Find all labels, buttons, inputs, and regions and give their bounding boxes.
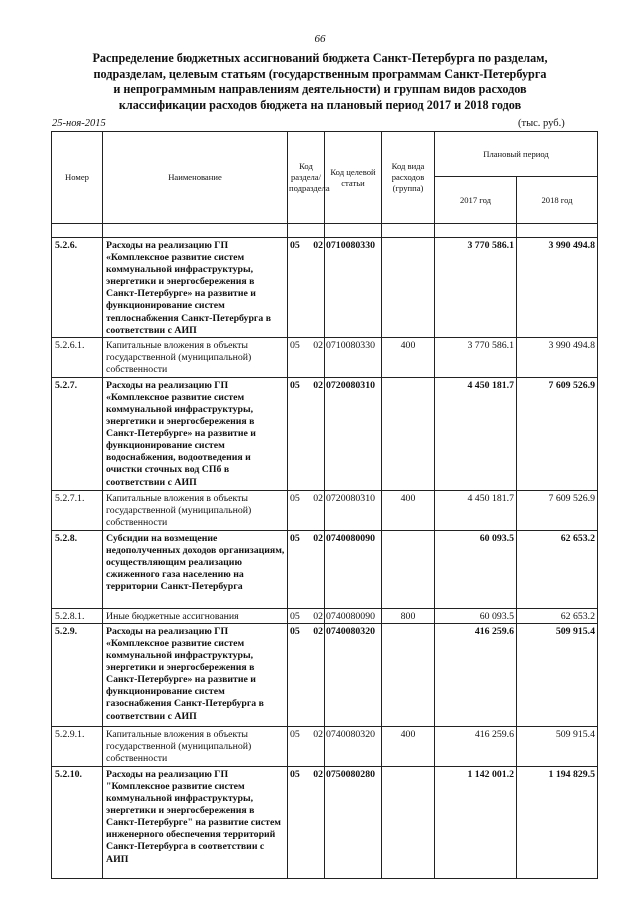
row-number: 5.2.9. [52, 623, 103, 726]
header-row-1 [52, 132, 598, 177]
row-subsection-code: 02 [305, 766, 325, 878]
row-type-code: 800 [382, 608, 435, 623]
header-section: Код раздела/ подраздела [288, 132, 325, 224]
row-type-code [382, 238, 435, 338]
row-number: 5.2.7. [52, 377, 103, 490]
row-target-code: 0740080320 [325, 726, 382, 766]
title-line-3: и непрограммным направлениям деятельности) и группам видов расходов [113, 82, 527, 97]
row-type-code [382, 377, 435, 490]
page-number: 66 [314, 33, 326, 45]
row-number: 5.2.8. [52, 530, 103, 608]
row-type-code: 400 [382, 726, 435, 766]
row-section-code: 05 [288, 608, 305, 623]
row-name: Иные бюджетные ассигнования [103, 608, 288, 623]
row-section-code: 05 [288, 530, 305, 608]
header-2018: 2018 год [517, 177, 598, 224]
row-value-2017: 1 142 001.2 [435, 766, 517, 878]
row-number: 5.2.9.1. [52, 726, 103, 766]
header-2017: 2017 год [435, 177, 517, 224]
row-target-code: 0740080320 [325, 623, 382, 726]
table-row [52, 623, 598, 726]
row-value-2018: 1 194 829.5 [517, 766, 598, 878]
row-section-code: 05 [288, 337, 305, 377]
row-target-code: 0740080090 [325, 530, 382, 608]
row-subsection-code: 02 [305, 490, 325, 530]
table-row [52, 337, 598, 377]
row-section-code: 05 [288, 377, 305, 490]
row-name: Капитальные вложения в объекты государственной (муниципальной) собственности [103, 490, 288, 530]
row-value-2017: 60 093.5 [435, 608, 517, 623]
row-section-code: 05 [288, 238, 305, 338]
header-name: Наименование [103, 132, 288, 224]
row-target-code: 0710080330 [325, 238, 382, 338]
row-value-2018: 509 915.4 [517, 726, 598, 766]
row-type-code [382, 530, 435, 608]
table-row [52, 726, 598, 766]
row-type-code: 400 [382, 337, 435, 377]
title-line-4: классификации расходов бюджета на плановый период 2017 и 2018 годов [118, 97, 522, 112]
row-value-2018: 3 990 494.8 [517, 337, 598, 377]
row-name: Расходы на реализацию ГП «Комплексное развитие систем коммунальной инфраструктуры, энергетики и энергосбережения в Санкт-Петербурге» на развитие и функционирование систем теплоснабжения Санкт-Петербурга в соответствии с АИП [103, 238, 288, 338]
row-type-code [382, 623, 435, 726]
row-value-2018: 509 915.4 [517, 623, 598, 726]
table-row [52, 608, 598, 623]
row-subsection-code: 02 [305, 608, 325, 623]
document-date: 25-ноя-2015 [52, 118, 106, 129]
row-subsection-code: 02 [305, 337, 325, 377]
row-value-2017: 416 259.6 [435, 726, 517, 766]
row-number: 5.2.7.1. [52, 490, 103, 530]
header-planned: Плановый период [435, 132, 598, 177]
row-value-2017: 3 770 586.1 [435, 337, 517, 377]
header-target: Код целевой статьи [325, 132, 382, 224]
row-number: 5.2.6.1. [52, 337, 103, 377]
row-value-2018: 7 609 526.9 [517, 377, 598, 490]
row-target-code: 0720080310 [325, 377, 382, 490]
row-section-code: 05 [288, 766, 305, 878]
row-subsection-code: 02 [305, 530, 325, 608]
row-name: Субсидии на возмещение недополученных доходов организациям, осуществляющим реализацию сжиженного газа населению на территории Санкт-Петербурга [103, 530, 288, 608]
row-section-code: 05 [288, 490, 305, 530]
row-value-2017: 4 450 181.7 [435, 490, 517, 530]
row-name: Расходы на реализацию ГП «Комплексное развитие систем коммунальной инфраструктуры, энергетики и энергосбережения в Санкт-Петербурге» на развитие и функционирование систем газоснабжения Санкт-Петербурга в соответствии с АИП [103, 623, 288, 726]
budget-table [51, 131, 598, 879]
document-title [60, 51, 580, 113]
row-value-2017: 416 259.6 [435, 623, 517, 726]
row-name: Капитальные вложения в объекты государственной (муниципальной) собственности [103, 337, 288, 377]
row-type-code [382, 766, 435, 878]
row-subsection-code: 02 [305, 623, 325, 726]
title-line-1: Распределение бюджетных ассигнований бюджета Санкт-Петербурга по разделам, [92, 51, 548, 65]
row-number: 5.2.10. [52, 766, 103, 878]
table-body [52, 238, 598, 879]
row-number: 5.2.6. [52, 238, 103, 338]
row-target-code: 0720080310 [325, 490, 382, 530]
row-type-code: 400 [382, 490, 435, 530]
row-value-2018: 7 609 526.9 [517, 490, 598, 530]
row-name: Расходы на реализацию ГП «Комплексное развитие систем коммунальной инфраструктуры, энергетики и энергосбережения в Санкт-Петербурге» на развитие и функционирование систем водоснабжения, водоотведения и очистки сточных вод СПб в соответствии с АИП [103, 377, 288, 490]
table-row [52, 238, 598, 338]
row-number: 5.2.8.1. [52, 608, 103, 623]
row-value-2017: 4 450 181.7 [435, 377, 517, 490]
units-label: (тыс. руб.) [518, 118, 565, 129]
header-spacer-row [52, 224, 598, 238]
table-row [52, 766, 598, 878]
row-target-code: 0740080090 [325, 608, 382, 623]
row-name: Расходы на реализацию ГП "Комплексное развитие систем коммунальной инфраструктуры, энергетики и энергосбережения в Санкт-Петербурге" на развитие систем инженерного обеспечения территорий Санкт-Петербурга в соответствии с АИП [103, 766, 288, 878]
row-target-code: 0750080280 [325, 766, 382, 878]
row-name: Капитальные вложения в объекты государственной (муниципальной) собственности [103, 726, 288, 766]
row-subsection-code: 02 [305, 377, 325, 490]
row-section-code: 05 [288, 623, 305, 726]
title-line-2: подразделам, целевым статьям (государственным программам Санкт-Петербурга [93, 66, 547, 81]
row-value-2018: 3 990 494.8 [517, 238, 598, 338]
header-type: Код вида расходов (группа) [382, 132, 435, 224]
row-value-2018: 62 653.2 [517, 608, 598, 623]
header-number: Номер [52, 132, 103, 224]
row-subsection-code: 02 [305, 238, 325, 338]
row-value-2017: 60 093.5 [435, 530, 517, 608]
table-row [52, 377, 598, 490]
row-target-code: 0710080330 [325, 337, 382, 377]
row-value-2017: 3 770 586.1 [435, 238, 517, 338]
row-section-code: 05 [288, 726, 305, 766]
table-row [52, 490, 598, 530]
row-subsection-code: 02 [305, 726, 325, 766]
row-value-2018: 62 653.2 [517, 530, 598, 608]
table-row [52, 530, 598, 608]
